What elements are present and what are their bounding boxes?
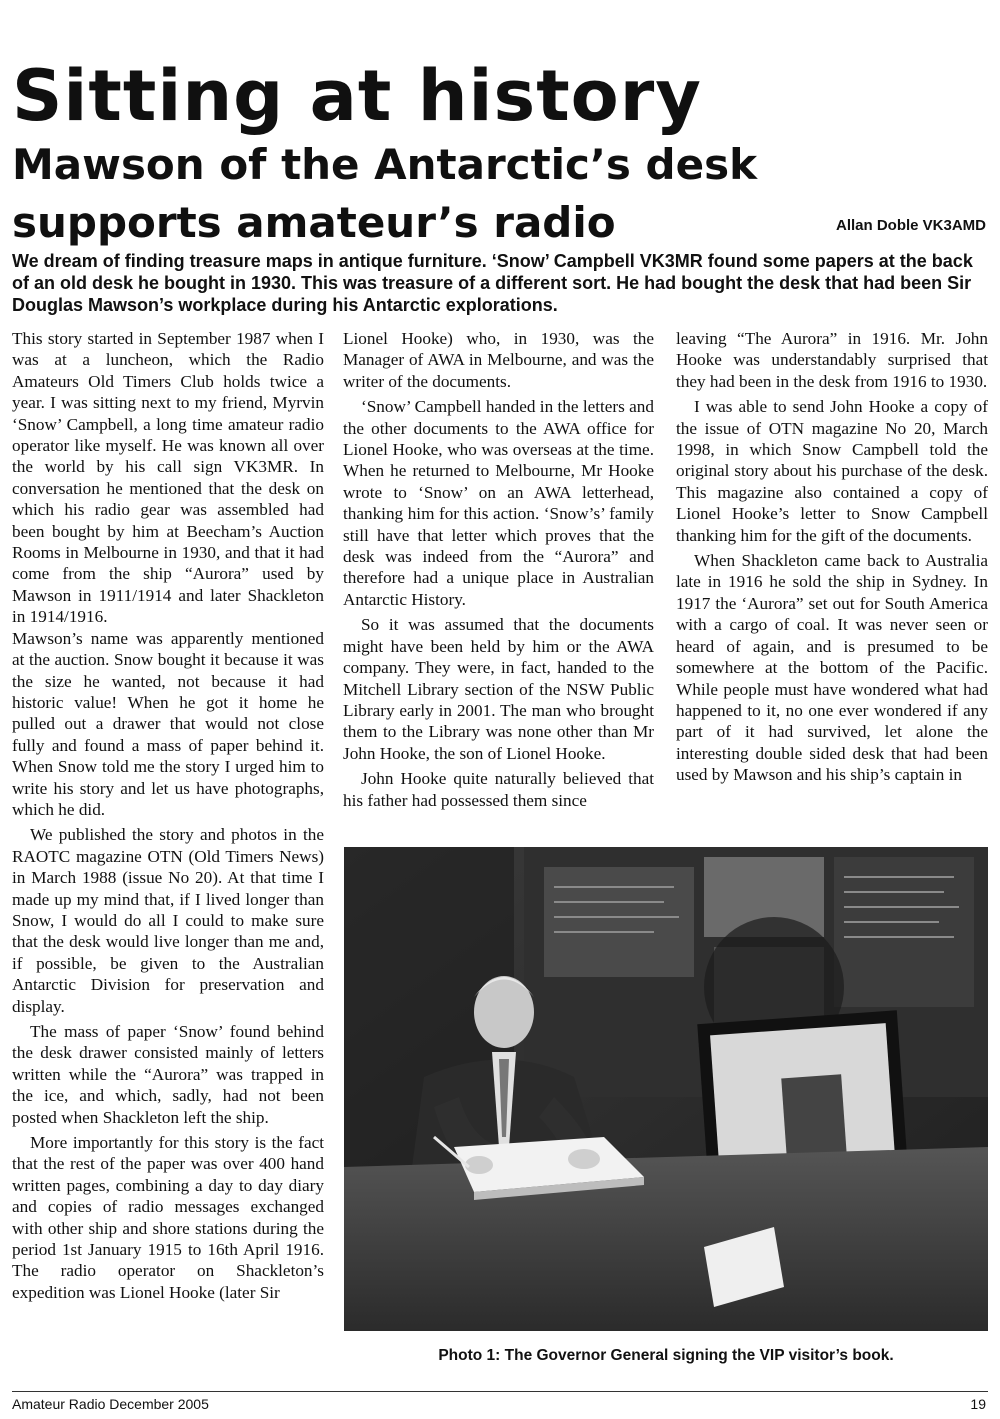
photo-governor-general-signing <box>344 847 988 1331</box>
body-paragraph: We published the story and photos in the RAOTC magazine OTN (Old Timers News) in March 1988 (issue No 20). At that time I made up my mind that, if I lived longer than Snow, I would do all I could to make sure that the desk would live longer than me and, if possible, be given to the Australian Antarctic Division for preservation and display. <box>12 825 324 1016</box>
body-paragraph: ‘Snow’ Campbell handed in the letters and the other documents to the AWA office for Lionel Hooke, who was overseas at the time. When he returned to Melbourne, Mr Hooke wrote to ‘Snow’ on an AWA letterhead, thanking him for this action. ‘Snow’s’ family still have that letter which proves that the desk was indeed from the “Aurora” and therefore had a unique place in Australian Antarctic History. <box>343 397 654 609</box>
body-paragraph: I was able to send John Hooke a copy of the issue of OTN magazine No 20, March 1998, in which Snow Campbell told the original story about his purchase of the desk. This magazine also contained a copy of Lionel Hooke’s letter to Snow Campbell thanking him for the gift of the documents. <box>676 397 988 545</box>
standfirst-paragraph: We dream of finding treasure maps in antique furniture. ‘Snow’ Campbell VK3MR found some papers at the back of an old desk he bought in 1930. This was treasure of a different sort. He had bought the desk that had been Sir Douglas Mawson’s workplace during his Antarctic explorations. <box>12 251 973 315</box>
body-paragraph: Lionel Hooke) who, in 1930, was the Manager of AWA in Melbourne, and was the writer of the documents. <box>343 329 654 391</box>
body-paragraph: Mawson’s name was apparently mentioned at the auction. Snow bought it because it was the size he wanted, not because it had historic value! When he got it home he pulled out a drawer that would not close fully and found a mass of paper behind it. When Snow told me the story I urged him to write his story and let us have photographs, which he did. <box>12 628 324 819</box>
body-column-2 <box>343 328 654 811</box>
body-column-3 <box>676 328 988 786</box>
body-paragraph: This story started in September 1987 when I was at a luncheon, which the Radio Amateurs Old Timers Club holds twice a year. I was sitting next to my friend, Myrvin ‘Snow’ Campbell, a long time amateur radio operator like myself. He was known all over the world by his call sign VK3MR. In conversation he mentioned that the desk on which his radio gear was assembled had been bought by him at Beecham’s Auction Rooms in Melbourne in 1930, and that it had come from the ship “Aurora” used by Mawson in 1911/1914 and later Shackleton in 1914/1916. <box>12 329 324 627</box>
footer-publication: Amateur Radio December 2005 <box>12 1396 209 1412</box>
body-paragraph: The mass of paper ‘Snow’ found behind the desk drawer consisted mainly of letters written while the “Aurora” was trapped in the ice, and which, sadly, had not been posted when Shackleton left the ship. <box>12 1022 324 1127</box>
body-paragraph: When Shackleton came back to Australia late in 1916 he sold the ship in Sydney. In 1917 the ‘Aurora” set out for South America with a cargo of coal. It was never seen or heard of again, and is presumed to be somewhere at the bottom of the Pacific. While people must have wondered what had happened to it, no one ever wondered if any part of it had survived, let alone the interesting double sided desk that had been used by Mawson and his ship’s captain in <box>676 551 988 785</box>
page-number: 19 <box>970 1396 986 1412</box>
body-column-1 <box>12 328 324 1303</box>
author-byline: Allan Doble VK3AMD <box>835 217 986 234</box>
body-paragraph: leaving “The Aurora” in 1916. Mr. John Hooke was understandably surprised that they had been in the desk from 1916 to 1930. <box>676 329 988 391</box>
body-paragraph: More importantly for this story is the fact that the rest of the paper was over 400 hand written pages, combining a day to day diary and copies of radio messages exchanged with other ship and shore stations during the period 1st January 1915 to 16th April 1916. The radio operator on Shackleton’s expedition was Lionel Hooke (later Sir <box>12 1133 324 1302</box>
article-subtitle: Mawson of the Antarctic’s desk supports amateur’s radio <box>12 140 758 247</box>
footer-divider <box>12 1391 988 1392</box>
body-paragraph: So it was assumed that the documents might have been held by him or the AWA company. They were, in fact, handed to the Mitchell Library section of the NSW Public Library early in 2001. The man who brought them to the Library was none other than Mr John Hooke, the son of Lionel Hooke. <box>343 615 654 763</box>
article-title: Sitting at history <box>12 55 702 137</box>
photo-caption: Photo 1: The Governor General signing the VIP visitor’s book. <box>438 1347 894 1364</box>
body-paragraph: John Hooke quite naturally believed that his father had possessed them since <box>343 769 654 810</box>
